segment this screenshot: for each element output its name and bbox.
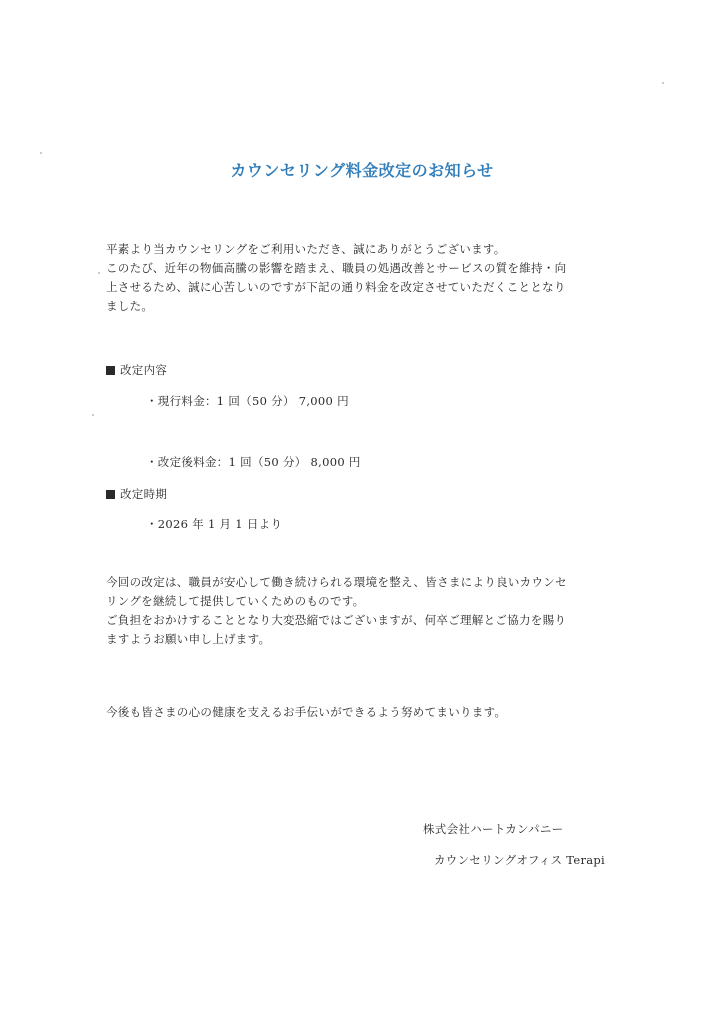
scan-speck	[662, 82, 664, 84]
body-paragraph	[106, 573, 626, 649]
square-bullet-icon	[106, 366, 115, 375]
intro-line: 平素より当カウンセリングをご利用いただき、誠にありがとうございます。	[106, 242, 506, 256]
scan-speck	[98, 272, 100, 274]
closing-line: 今後も皆さまの心の健康を支えるお手伝いができるよう努めてまいります。	[106, 705, 507, 719]
body-line: ますようお願い申し上げます。	[106, 632, 271, 646]
document-title: カウンセリング料金改定のお知らせ	[230, 161, 494, 180]
new-fee-item: ・改定後料金：1 回（50 分） 8,000 円	[146, 455, 361, 469]
section-heading-label: 改定時期	[120, 487, 168, 501]
body-line: リングを継続して提供していくためのものです。	[106, 594, 365, 608]
section-heading-revision-date	[106, 486, 167, 502]
intro-line: 上させるため、誠に心苦しいのですが下記の通り料金を改定させていただくこととなり	[106, 280, 566, 294]
signature-company: 株式会社ハートカンパニー	[423, 822, 564, 836]
body-line: ご負担をおかけすることとなり大変恐縮ではございますが、何卒ご理解とご協力を賜り	[106, 613, 567, 627]
section-heading-revision-details	[106, 362, 167, 378]
scan-speck	[92, 414, 94, 416]
current-fee-item: ・現行料金：1 回（50 分） 7,000 円	[146, 394, 349, 408]
section-heading-label: 改定内容	[120, 363, 168, 377]
effective-date-item: ・2026 年 1 月 1 日より	[146, 517, 283, 531]
scan-speck	[40, 152, 42, 154]
body-line: 今回の改定は、職員が安心して働き続けられる環境を整え、皆さまにより良いカウンセ	[106, 575, 567, 589]
intro-line: ました。	[106, 299, 154, 313]
signature-office: カウンセリングオフィス Terapi	[434, 853, 606, 867]
intro-line: このたび、近年の物価高騰の影響を踏まえ、職員の処遇改善とサービスの質を維持・向	[106, 261, 567, 275]
intro-paragraph	[106, 240, 626, 316]
closing-paragraph	[106, 703, 626, 722]
square-bullet-icon	[106, 490, 115, 499]
